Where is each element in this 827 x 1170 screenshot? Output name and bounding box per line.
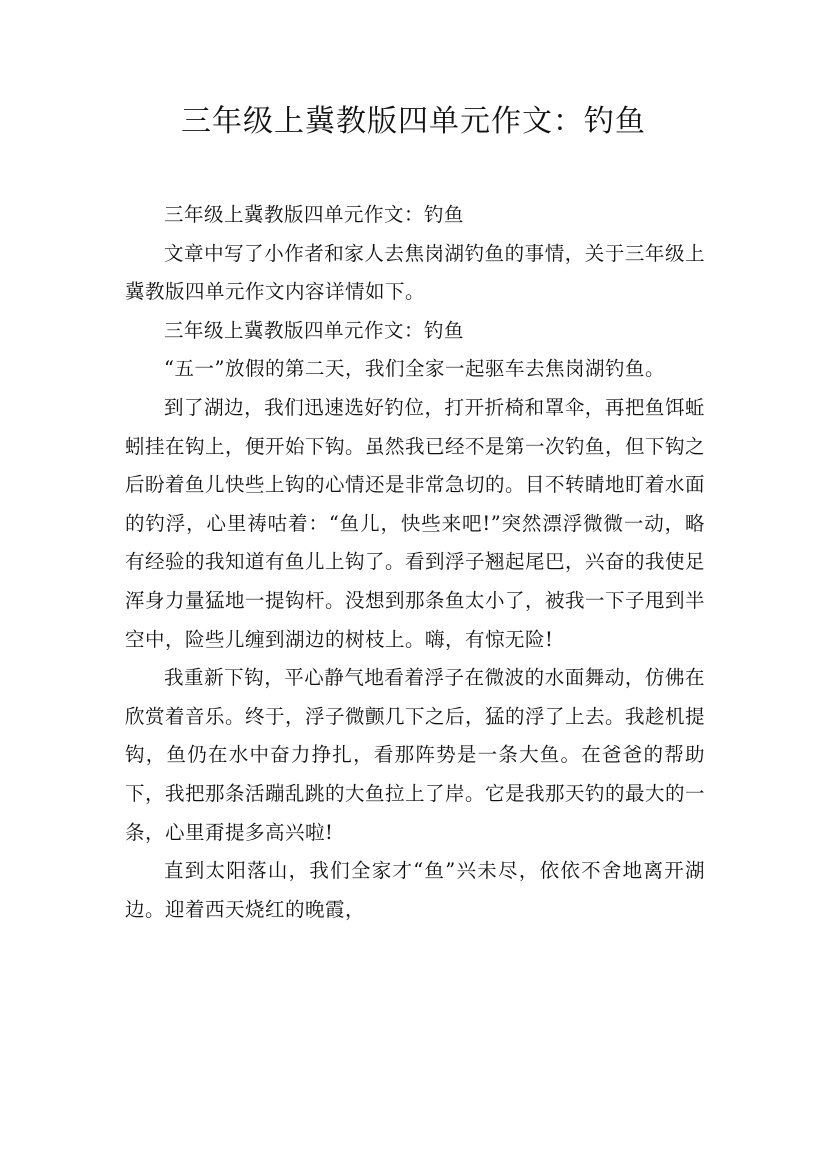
paragraph-4: 直到太阳落山，我们全家才“鱼”兴未尽，依依不舍地离开湖边。迎着西天烧红的晚霞，	[125, 859, 705, 921]
document-body	[125, 196, 705, 929]
paragraph-intro: 文章中写了小作者和家人去焦岗湖钓鱼的事情，关于三年级上冀教版四单元作文内容详情如下。	[125, 241, 705, 304]
paragraph-2: 到了湖边，我们迅速选好钓位，打开折椅和罩伞，再把鱼饵蚯蚓挂在钩上，便开始下钩。虽然我已经不是第一次钓鱼，但下钩之后盼着鱼儿快些上钩的心情还是非常急切的。目不转睛地盯着水面的钓浮，心里祷咕着：“鱼儿，快些来吧!”突然漂浮微微一动，略有经验的我知道有鱼儿上钩了。看到浮子翘起尾巴，兴奋的我使足浑身力量猛地一提钩杆。没想到那条鱼太小了，被我一下子甩到半空中，险些儿缠到湖边的树枝上。嗨，有惊无险!	[125, 395, 706, 651]
paragraph-subtitle-repeat: 三年级上冀教版四单元作文：钓鱼	[164, 318, 465, 342]
paragraph-subtitle: 三年级上冀教版四单元作文：钓鱼	[164, 203, 465, 226]
document-title: 三年级上冀教版四单元作文：钓鱼	[181, 104, 646, 139]
paragraph-1: “五一”放假的第二天，我们全家一起驱车去焦岗湖钓鱼。	[164, 357, 665, 381]
paragraph-3: 我重新下钩，平心静气地看着浮子在微波的水面舞动，仿佛在欣赏着音乐。终于，浮子微颤几下之后，猛的浮了上去。我趁机提钩，鱼仍在水中奋力挣扎，看那阵势是一条大鱼。在爸爸的帮助下，我把那条活蹦乱跳的大鱼拉上了岸。它是我那天钓的最大的一条，心里甭提多高兴啦!	[125, 666, 706, 844]
